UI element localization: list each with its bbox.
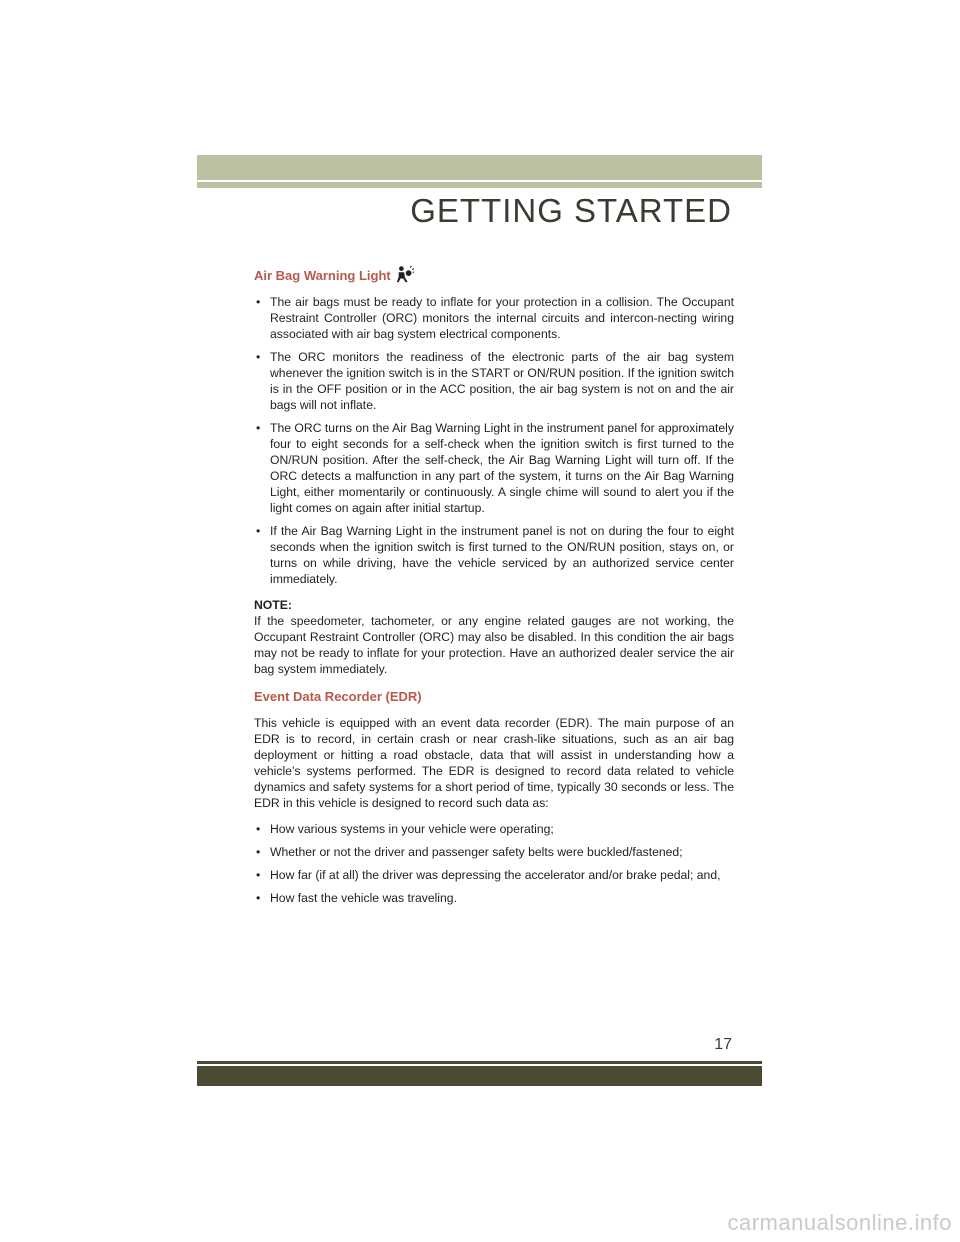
watermark: carmanualsonline.info [727, 1210, 952, 1235]
note-label: NOTE: [254, 598, 292, 612]
note-text: If the speedometer, tachometer, or any engine related gauges are not working, the Occupant Restraint Controller (ORC) may also be disabled. In this condition the air bags may not be ready to inflate for your protection. Have an authorized dealer service the air bag system immediately. [254, 614, 734, 676]
airbag-bullet-list [254, 294, 734, 587]
list-item: • The ORC turns on the Air Bag Warning Light in the instrument panel for approximately four to eight seconds for a self-check when the ignition switch is first turned to the ON/RUN position. After the self-check, the Air Bag Warning Light will turn off. If the ORC detects a malfunction in any part of the system, it turns on the Air Bag Warning Light, either momentarily or continuously. A single chime will sound to alert you if the light comes on again after initial startup. [254, 420, 734, 516]
airbag-heading [254, 268, 734, 284]
edr-bullet-list [254, 821, 734, 906]
edr-heading-text: Event Data Recorder (EDR) [254, 689, 422, 704]
header-rule [197, 182, 762, 188]
page-number: 17 [714, 1036, 732, 1053]
list-item: • How fast the vehicle was traveling. [254, 890, 734, 906]
list-item: • If the Air Bag Warning Light in the instrument panel is not on during the four to eight seconds when the ignition switch is first turned to the ON/RUN position, stays on, or turns on while driving, have the vehicle serviced by an authorized service center immediately. [254, 523, 734, 587]
edr-heading [254, 689, 734, 705]
page-content [254, 268, 734, 913]
footer-band [197, 1066, 762, 1086]
list-item: • Whether or not the driver and passenger safety belts were buckled/fastened; [254, 844, 734, 860]
footer-rule [197, 1061, 762, 1064]
list-item: • How far (if at all) the driver was depressing the accelerator and/or brake pedal; and, [254, 867, 734, 883]
airbag-heading-text: Air Bag Warning Light [254, 268, 391, 283]
list-item: • The air bags must be ready to inflate for your protection in a collision. The Occupant Restraint Controller (ORC) monitors the internal circuits and intercon-necting wiring associated with air bag system electrical components. [254, 294, 734, 342]
section-title: GETTING STARTED [410, 192, 732, 229]
list-item: • How various systems in your vehicle were operating; [254, 821, 734, 837]
airbag-warning-icon [396, 265, 414, 283]
list-item: • The ORC monitors the readiness of the electronic parts of the air bag system whenever the ignition switch is in the START or ON/RUN position. If the ignition switch is in the OFF position or in the ACC position, the air bag system is not on and the air bags will not inflate. [254, 349, 734, 413]
edr-intro: This vehicle is equipped with an event data recorder (EDR). The main purpose of an EDR is to record, in certain crash or near crash-like situations, such as an air bag deployment or hitting a road obstacle, data that will assist in understanding how a vehicle’s systems performed. The EDR is designed to record data related to vehicle dynamics and safety systems for a short period of time, typically 30 seconds or less. The EDR in this vehicle is designed to record such data as: [254, 716, 734, 810]
header-band [197, 155, 762, 180]
